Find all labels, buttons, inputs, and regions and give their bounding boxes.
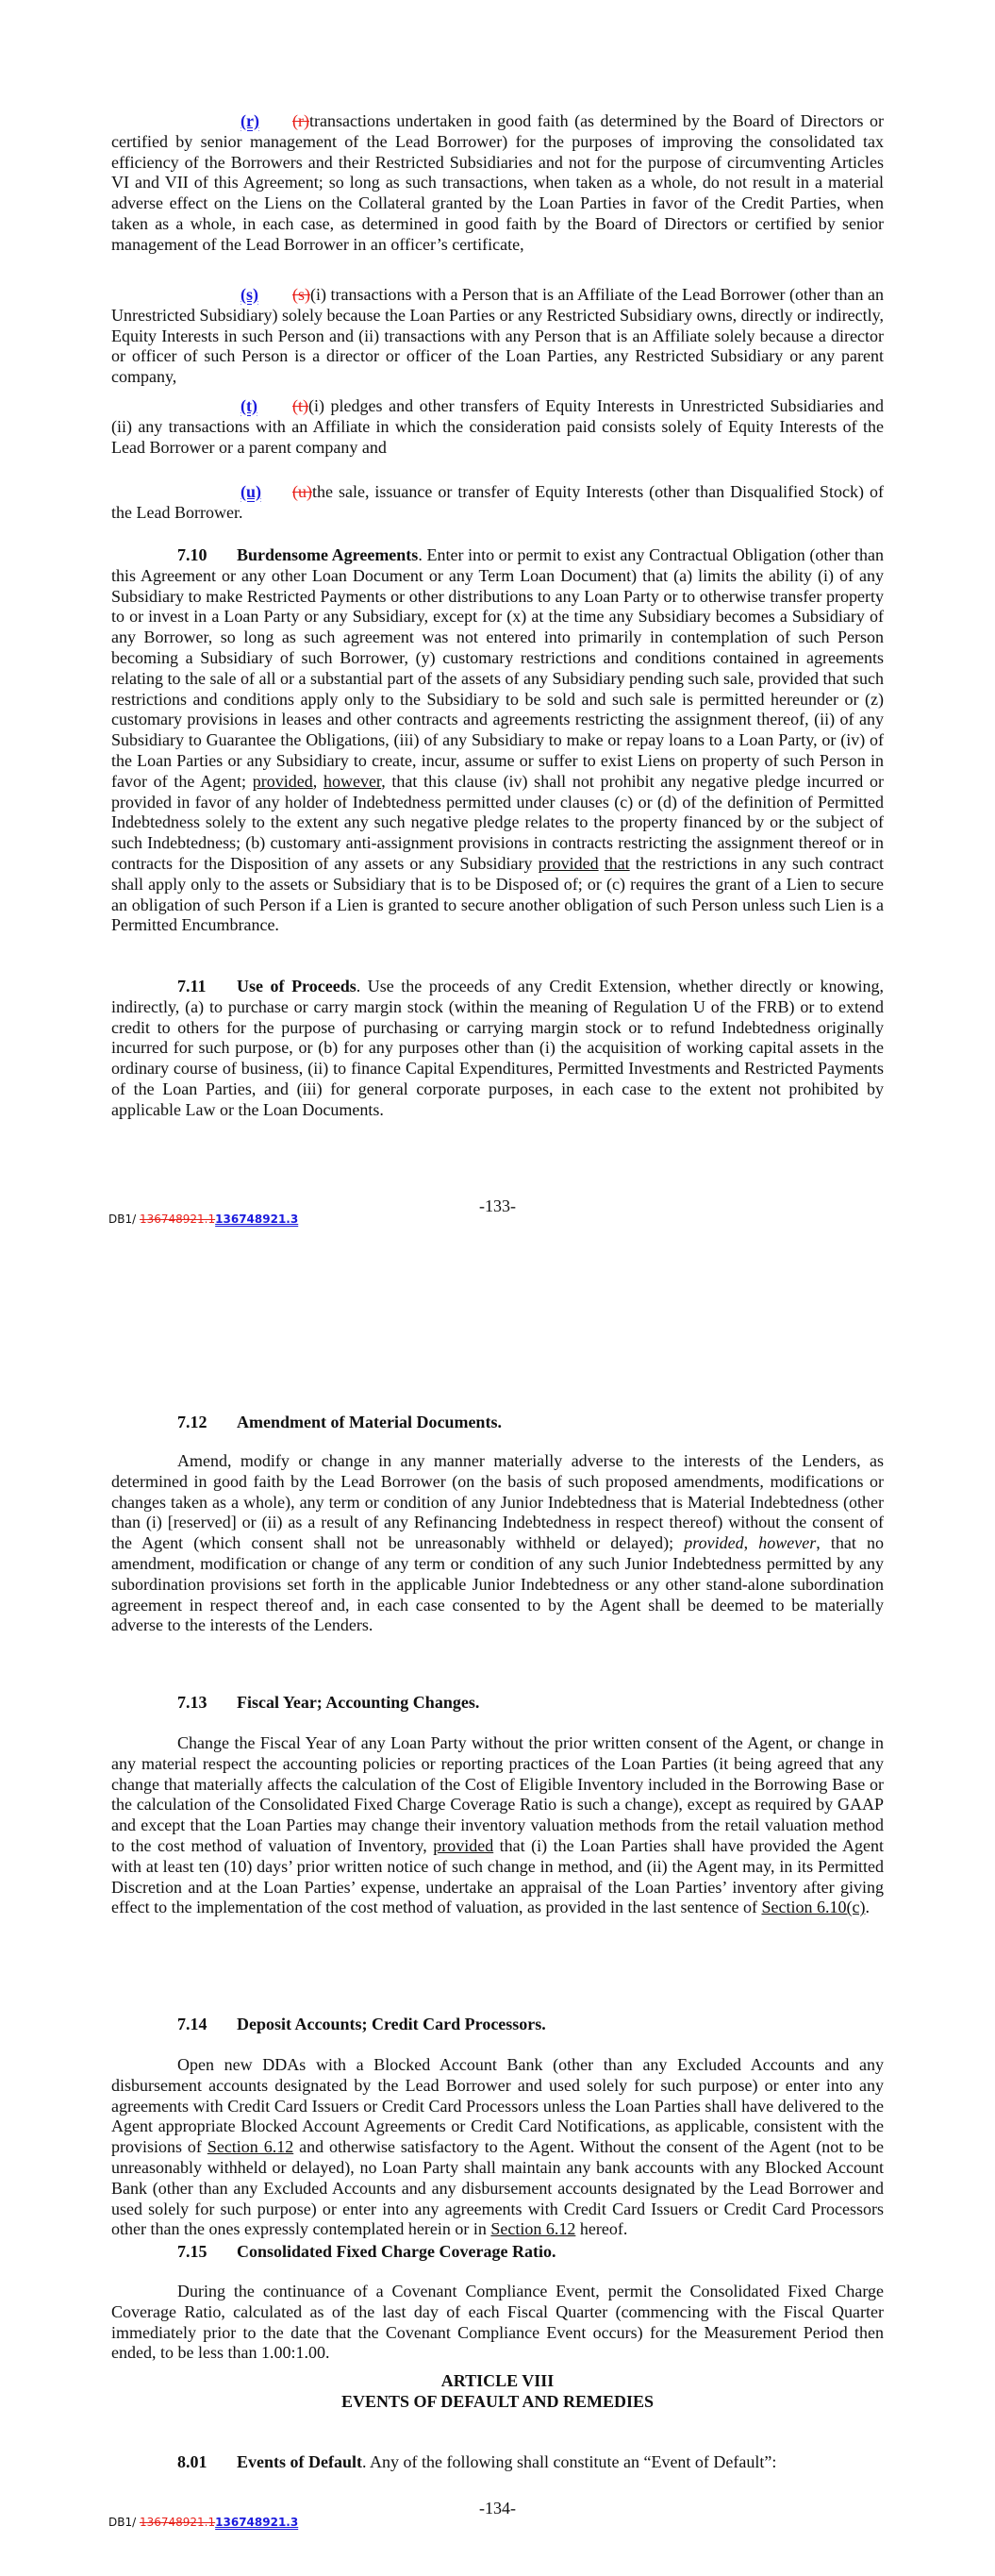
body-text: ,	[312, 771, 323, 791]
underlined-term: however	[323, 771, 382, 791]
clause-u	[111, 482, 884, 524]
body-text: hereof.	[575, 2219, 628, 2239]
body-text: .	[865, 1898, 870, 1917]
italic-term: provided	[684, 1533, 744, 1553]
section-body	[111, 977, 884, 1119]
clause-s	[111, 285, 884, 388]
body-text: . Any of the following shall constitute an “Event of Default”:	[362, 2452, 777, 2471]
section-title: Consolidated Fixed Charge Coverage Ratio.	[237, 2242, 556, 2261]
section-body	[111, 545, 884, 934]
section-title: Burdensome Agreements	[237, 545, 419, 564]
clause-text: transactions undertaken in good faith (as determined by the Board of Directors or certified by senior management of the Lead Borrower) for the purposes of improving the consolidated tax efficiency of the Borrowers and their Restricted Subsidiaries and not for the purpose of circumventing Articles VI and VII of this Agreement; so long as such transactions, when taken as a whole, do not result in a material adverse effect on the Liens on the Collateral granted by the Loan Parties in favor of the Credit Parties, when taken as a whole, in each case, as determined in good faith by the Board of Directors or certified by senior management of the Lead Borrower in an officer’s certificate,	[111, 111, 884, 254]
page-number: -133-	[479, 1196, 516, 1215]
deleted-clause-label: (u)	[292, 482, 312, 501]
body-text: During the continuance of a Covenant Compliance Event, permit the Consolidated Fixed Charge Coverage Ratio, calculated as of the last day of each Fiscal Quarter (commencing with the Fiscal Quarter immediately prior to the date that the Covenant Compliance Event occurs) for the Measurement Period then ended, to be less than 1.00:1.00.	[111, 2282, 884, 2363]
deleted-clause-label: (s)	[292, 285, 310, 304]
section-number: 7.12	[177, 1413, 207, 1431]
section-7-10	[111, 545, 884, 936]
section-number: 7.13	[177, 1693, 207, 1712]
section-body	[111, 1733, 884, 1916]
clause-r	[111, 111, 884, 256]
underlined-term: provided	[433, 1835, 494, 1855]
body-text: Change the Fiscal Year of any Loan Party without the prior written consent of the Agent, or change in any material respect the accounting policies or reporting practices of the Loan Parties (it being agreed that any change that materially affects the calculation of the Cost of Eligible Inventory included in the Borrowing Base or the calculation of the Consolidated Fixed Charge Coverage Ratio is such a change), except as required by GAAP and except that the Loan Parties may change their inventory valuation methods from the retail valuation method to the cost method of valuation of Inventory,	[111, 1733, 884, 1855]
underlined-term: Section 6.12	[490, 2219, 576, 2239]
section-title: Use of Proceeds	[237, 977, 357, 995]
body-text: , that no amendment, modification or change of any term or condition of any such Junior Indebtedness permitted by any subordination provisions set forth in the applicable Junior Indebtedness or any other stand-alone subordination agreement in respect thereof and, in each case consented to by the Agent shall be deemed to be materially adverse to the interests of the Lenders.	[111, 1533, 885, 1635]
clause-t	[111, 396, 884, 458]
deleted-clause-label: (r)	[292, 111, 309, 130]
section-7-15-heading	[111, 2242, 884, 2263]
document-id	[108, 1213, 298, 1226]
section-7-14-heading	[111, 2015, 884, 2035]
body-text: , that this clause (iv) shall not prohibit any negative pledge incurred or provided in favor of any holder of Indebtedness permitted under clauses (c) or (d) of the definition of Permitted Indebtedness solely to the extent any such negative pledge relates to the property financed by or the subject of such Indebtedness; (b) customary anti-assignment provisions in contracts restricting the assignment thereof or in contracts for the Disposition of any assets or any Subsidiary	[111, 771, 884, 873]
inserted-document-id: 136748921.3	[215, 1213, 299, 1226]
underlined-term: Section 6.12	[207, 2137, 294, 2157]
section-title: Fiscal Year; Accounting Changes.	[237, 1693, 480, 1712]
section-8-01	[111, 2452, 884, 2473]
body-text: . Enter into or permit to exist any Contractual Obligation (other than this Agreement or any other Loan Document or any Term Loan Document) that (a) limits the ability (i) of any Subsidiary to make Restricted Payments or other distributions to any Loan Party or to otherwise transfer property to or invest in a Loan Party or any Subsidiary, except for (x) at the time any Subsidiary becomes a Subsidiary of any Borrower, so long as such agreement was not entered into primarily in contemplation of such Person becoming a Subsidiary of such Borrower, (y) customary restrictions and conditions contained in agreements relating to the sale of all or a substantial part of the assets of any Subsidiary pending such sale, provided that such restrictions and conditions apply only to the Subsidiary to be sold and such sale is permitted hereunder or (z) customary provisions in leases and other contracts and agreements restricting the assignment thereof, (ii) of any Subsidiary to Guarantee the Obligations, (iii) of any Subsidiary to make or repay loans to a Loan Party, or (iv) of the Loan Parties or any Subsidiary to create, incur, assume or suffer to exist Liens on property of such Person in favor of the Agent;	[111, 545, 884, 791]
underlined-term: provided	[538, 853, 599, 873]
clause-text: the sale, issuance or transfer of Equity Interests (other than Disqualified Stock) of the Lead Borrower.	[111, 482, 884, 522]
page-number: -134-	[479, 2499, 516, 2517]
deleted-clause-label: (t)	[292, 396, 308, 415]
section-7-15-body	[111, 2282, 884, 2364]
section-body	[111, 2282, 884, 2362]
body-text: that (i) the Loan Parties shall have provided the Agent with at least ten (10) days’ prior written notice of such change in method, and (ii) the Agent may, in its Permitted Discretion and at the Loan Parties’ expense, undertake an appraisal of the Loan Parties’ inventory after giving effect to the implementation of the cost method of valuation, as provided in the last sentence of	[111, 1835, 884, 1917]
section-body	[111, 2055, 884, 2238]
section-7-13-heading	[111, 1693, 884, 1714]
clause-text: (i) pledges and other transfers of Equity Interests in Unrestricted Subsidiaries and (ii) any transactions with an Affiliate in which the consideration paid consists solely of Equity Interests of the Lead Borrower or a parent company and	[111, 396, 884, 457]
underlined-term: Section 6.10(c)	[761, 1898, 866, 1917]
section-number: 7.14	[177, 2015, 207, 2033]
document-id-prefix: DB1/	[108, 1213, 140, 1226]
section-7-13-body	[111, 1733, 884, 1918]
italic-term: however	[758, 1533, 817, 1553]
inserted-clause-label: (r)	[240, 111, 259, 130]
clause-text: (i) transactions with a Person that is an Affiliate of the Lead Borrower (other than an Unrestricted Subsidiary) solely because the Loan Parties or any Restricted Subsidiary owns, directly or indirectly, Equity Interests in such Person and (ii) transactions with any Person that is an Affiliate solely because a director or officer of such Person is a director or officer of the Loan Parties, any Restricted Subsidiary or any parent company,	[111, 285, 884, 387]
article-heading	[111, 2371, 884, 2413]
inserted-clause-label: (s)	[240, 285, 258, 304]
underlined-term: provided	[252, 771, 313, 791]
section-number: 7.15	[177, 2242, 207, 2261]
deleted-document-id: 136748921.1	[139, 1213, 216, 1226]
section-number: 7.11	[177, 977, 207, 995]
inserted-clause-label: (t)	[240, 396, 257, 415]
document-id	[108, 2516, 298, 2529]
section-title: Events of Default	[237, 2452, 362, 2471]
section-7-11	[111, 977, 884, 1121]
section-7-14-body	[111, 2055, 884, 2240]
document-id-prefix: DB1/	[108, 2516, 140, 2529]
body-text: Open new DDAs with a Blocked Account Bank (other than any Excluded Accounts and any disbursement accounts designated by the Lead Borrower and used solely for such purpose) or enter into any agreements with Credit Card Issuers or Credit Card Processors unless the Loan Parties shall have delivered to the Agent appropriate Blocked Account Agreements or Credit Card Notifications, as applicable, consistent with the provisions of	[111, 2055, 884, 2157]
section-title: Deposit Accounts; Credit Card Processors.	[237, 2015, 546, 2033]
inserted-clause-label: (u)	[240, 482, 261, 501]
inserted-document-id: 136748921.3	[215, 2516, 299, 2529]
body-text: Amend, modify or change in any manner materially adverse to the interests of the Lenders, as determined in good faith by the Lead Borrower (on the basis of such proposed amendments, modifications or changes taken as a whole), any term or condition of any Junior Indebtedness that is Material Indebtedness (other than (i) [reserved] or (ii) as a result of any Refinancing Indebtedness in respect thereof) without the consent of the Agent (which consent shall not be unreasonably withheld or delayed);	[111, 1451, 884, 1553]
section-body	[111, 1451, 884, 1634]
article-number: ARTICLE VIII	[440, 2371, 555, 2390]
section-number: 8.01	[177, 2452, 207, 2471]
body-text: ,	[743, 1533, 759, 1553]
article-title: EVENTS OF DEFAULT AND REMEDIES	[340, 2391, 655, 2411]
section-7-12-body	[111, 1451, 884, 1636]
deleted-document-id: 136748921.1	[139, 2516, 216, 2529]
body-text: . Use the proceeds of any Credit Extension, whether directly or knowing, indirectly, (a) to purchase or carry margin stock (within the meaning of Regulation U of the FRB) or to extend credit to others for the purpose of purchasing or carrying margin stock or to refund Indebtedness originally incurred for such purpose, or (b) for any purposes other than (i) the acquisition of working capital assets in the ordinary course of business, (ii) to finance Capital Expenditures, Permitted Investments and Restricted Payments of the Loan Parties, and (iii) for general corporate purposes, in each case to the extent not prohibited by applicable Law or the Loan Documents.	[111, 977, 885, 1119]
section-body	[237, 2452, 776, 2471]
section-title: Amendment of Material Documents.	[237, 1413, 502, 1431]
body-text: and otherwise satisfactory to the Agent. Without the consent of the Agent (not to be unreasonably withheld or delayed), no Loan Party shall maintain any bank accounts with any Blocked Account Bank (other than any Excluded Accounts and any disbursement accounts designated by the Lead Borrower and used solely for such purpose) or enter into any agreements with Credit Card Issuers or Credit Card Processors other than the ones expressly contemplated herein or in	[111, 2137, 885, 2239]
section-number: 7.10	[177, 545, 207, 564]
body-text: the restrictions in any such contract shall apply only to the assets or Subsidiary that is to be Disposed of; or (c) requires the grant of a Lien to secure an obligation of such Person if a Lien is granted to secure another obligation of such Person unless such Lien is a Permitted Encumbrance.	[111, 853, 885, 935]
section-7-12-heading	[111, 1413, 884, 1433]
underlined-term: that	[604, 853, 630, 873]
